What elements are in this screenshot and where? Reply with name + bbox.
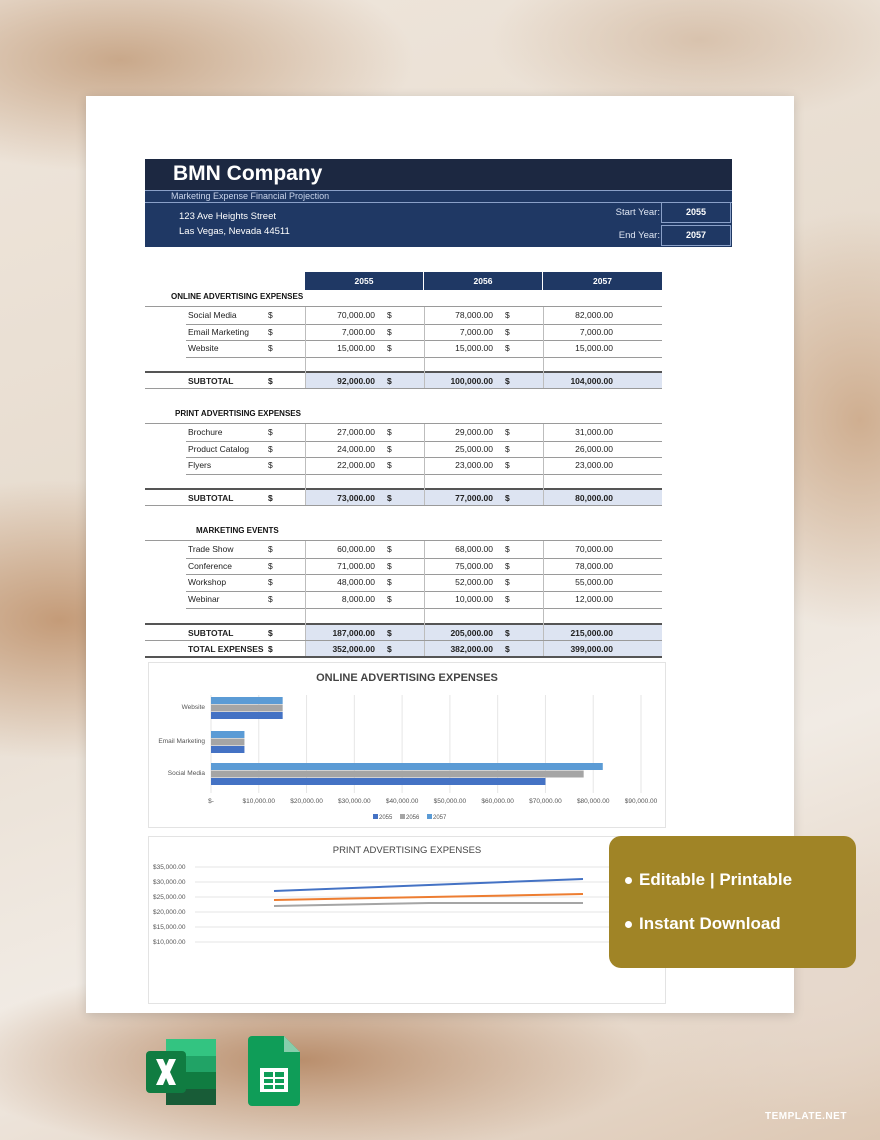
amount-cell[interactable]: 31,000.00 <box>575 427 613 437</box>
bar-2056 <box>211 771 584 778</box>
bar-2056 <box>211 705 283 712</box>
bullet-icon <box>625 877 632 884</box>
category-label: Social Media <box>167 770 205 777</box>
table-row <box>145 441 662 458</box>
end-year-label: End Year: <box>618 230 660 241</box>
x-tick-label: $30,000.00 <box>338 798 371 805</box>
amount-cell[interactable]: 55,000.00 <box>575 577 613 588</box>
currency-symbol: $ <box>387 628 392 638</box>
column-divider <box>543 424 544 505</box>
start-year-label: Start Year: <box>615 207 660 218</box>
x-tick-label: $80,000.00 <box>576 798 610 805</box>
x-tick-label: $70,000.00 <box>529 798 562 805</box>
section-title: PRINT ADVERTISING EXPENSES <box>175 409 301 418</box>
table-row <box>145 307 662 324</box>
column-divider <box>543 641 544 656</box>
row-label: Website <box>188 343 219 354</box>
x-tick-label: $40,000.00 <box>385 798 419 805</box>
amount-cell[interactable]: 80,000.00 <box>575 493 613 503</box>
chart-title: ONLINE ADVERTISING EXPENSES <box>316 672 498 684</box>
chart-title: PRINT ADVERTISING EXPENSES <box>332 845 482 856</box>
amount-cell[interactable]: 25,000.00 <box>455 443 493 454</box>
currency-symbol: $ <box>268 376 273 386</box>
x-tick-label: $60,000.00 <box>481 798 514 805</box>
currency-symbol: $ <box>387 460 392 471</box>
currency-symbol: $ <box>387 594 392 605</box>
column-divider <box>305 424 306 505</box>
amount-cell[interactable]: 382,000.00 <box>450 644 493 654</box>
bar-2055 <box>211 746 244 753</box>
currency-symbol: $ <box>505 310 510 320</box>
address-line-2: Las Vegas, Nevada 44511 <box>179 226 290 237</box>
column-divider <box>543 307 544 388</box>
amount-cell[interactable]: 60,000.00 <box>337 544 375 554</box>
amount-cell[interactable]: 73,000.00 <box>337 493 375 503</box>
category-label: Email Marketing <box>158 738 205 745</box>
column-header-2055: 2055 <box>305 272 423 290</box>
table-row <box>145 457 662 474</box>
end-year-field[interactable]: 2057 <box>661 225 731 246</box>
legend-label: 2057 <box>433 815 447 821</box>
bar-2057 <box>211 697 283 704</box>
line-chart-canvas <box>149 837 665 1003</box>
column-divider <box>305 307 306 388</box>
amount-cell[interactable]: 71,000.00 <box>337 560 375 571</box>
table-row <box>145 558 662 575</box>
row-label: Flyers <box>188 460 212 471</box>
series-line-0 <box>274 879 583 891</box>
x-tick-label: $- <box>208 798 214 805</box>
amount-cell[interactable]: 26,000.00 <box>575 443 613 454</box>
column-divider <box>543 541 544 640</box>
amount-cell[interactable]: 27,000.00 <box>337 427 375 437</box>
currency-symbol: $ <box>505 644 510 654</box>
section-title: MARKETING EVENTS <box>196 526 279 535</box>
currency-symbol: $ <box>387 644 392 654</box>
currency-symbol: $ <box>387 427 392 437</box>
y-tick-label: $25,000.00 <box>153 894 186 901</box>
currency-symbol: $ <box>387 544 392 554</box>
amount-cell[interactable]: 205,000.00 <box>450 628 493 638</box>
feature-download: Instant Download <box>639 914 781 934</box>
currency-symbol: $ <box>268 443 273 454</box>
table-row <box>145 424 662 441</box>
column-divider <box>424 307 425 388</box>
table-row <box>145 324 662 341</box>
currency-symbol: $ <box>505 577 510 588</box>
category-label: Website <box>181 704 205 711</box>
amount-cell[interactable]: 7,000.00 <box>341 326 375 337</box>
legend-label: 2055 <box>379 815 393 821</box>
currency-symbol: $ <box>268 493 273 503</box>
amount-cell[interactable]: 10,000.00 <box>455 594 493 605</box>
amount-cell[interactable]: 78,000.00 <box>455 310 493 320</box>
amount-cell[interactable]: 15,000.00 <box>455 343 493 354</box>
currency-symbol: $ <box>387 443 392 454</box>
column-divider <box>305 541 306 640</box>
amount-cell[interactable]: 23,000.00 <box>455 460 493 471</box>
currency-symbol: $ <box>505 443 510 454</box>
currency-symbol: $ <box>268 594 273 605</box>
y-tick-label: $15,000.00 <box>153 924 186 931</box>
y-tick-label: $35,000.00 <box>153 864 186 871</box>
y-tick-label: $10,000.00 <box>153 939 186 946</box>
amount-cell[interactable]: 399,000.00 <box>570 644 613 654</box>
currency-symbol: $ <box>268 460 273 471</box>
bar-2055 <box>211 778 545 785</box>
column-header-2056: 2056 <box>424 272 542 290</box>
x-tick-label: $50,000.00 <box>433 798 467 805</box>
amount-cell[interactable]: 48,000.00 <box>337 577 375 588</box>
legend-swatch <box>400 814 405 819</box>
legend-label: 2056 <box>406 815 420 821</box>
amount-cell[interactable]: 52,000.00 <box>455 577 493 588</box>
currency-symbol: $ <box>387 493 392 503</box>
row-label: Email Marketing <box>188 326 249 337</box>
currency-symbol: $ <box>268 326 273 337</box>
amount-cell[interactable]: 15,000.00 <box>337 343 375 354</box>
feature-editable: Editable | Printable <box>639 870 792 890</box>
amount-cell[interactable]: 100,000.00 <box>450 376 493 386</box>
table-row <box>145 340 662 357</box>
currency-symbol: $ <box>387 310 392 320</box>
legend-swatch <box>427 814 432 819</box>
amount-cell[interactable]: 82,000.00 <box>575 310 613 320</box>
currency-symbol: $ <box>505 376 510 386</box>
amount-cell[interactable]: 8,000.00 <box>341 594 375 605</box>
currency-symbol: $ <box>268 628 273 638</box>
currency-symbol: $ <box>268 560 273 571</box>
row-label: Webinar <box>188 594 220 605</box>
currency-symbol: $ <box>268 544 273 554</box>
row-divider <box>145 388 662 389</box>
currency-symbol: $ <box>268 577 273 588</box>
amount-cell[interactable]: 7,000.00 <box>579 326 613 337</box>
y-tick-label: $30,000.00 <box>153 879 186 886</box>
series-line-2 <box>274 903 583 906</box>
row-label: TOTAL EXPENSES <box>188 644 264 654</box>
row-label: Product Catalog <box>188 443 249 454</box>
currency-symbol: $ <box>505 427 510 437</box>
currency-symbol: $ <box>505 628 510 638</box>
amount-cell[interactable]: 12,000.00 <box>575 594 613 605</box>
x-tick-label: $10,000.00 <box>242 798 276 805</box>
currency-symbol: $ <box>505 343 510 354</box>
currency-symbol: $ <box>268 310 273 320</box>
amount-cell[interactable]: 77,000.00 <box>455 493 493 503</box>
address-line-1: 123 Ave Heights Street <box>179 211 276 222</box>
row-label: Brochure <box>188 427 223 437</box>
column-header-2057: 2057 <box>543 272 662 290</box>
currency-symbol: $ <box>505 544 510 554</box>
company-name: BMN Company <box>173 162 323 185</box>
amount-cell[interactable]: 23,000.00 <box>575 460 613 471</box>
section-title: ONLINE ADVERTISING EXPENSES <box>171 292 304 301</box>
amount-cell[interactable]: 215,000.00 <box>570 628 613 638</box>
currency-symbol: $ <box>268 644 273 654</box>
amount-cell[interactable]: 352,000.00 <box>332 644 375 654</box>
amount-cell[interactable]: 22,000.00 <box>337 460 375 471</box>
bar-2057 <box>211 763 603 770</box>
row-label: SUBTOTAL <box>188 628 234 638</box>
amount-cell[interactable]: 70,000.00 <box>575 544 613 554</box>
brand-watermark: TEMPLATE.NET <box>765 1111 847 1122</box>
online-advertising-chart <box>148 662 666 828</box>
company-header <box>145 159 732 247</box>
x-tick-label: $90,000.00 <box>624 798 658 805</box>
currency-symbol: $ <box>268 427 273 437</box>
total-divider <box>145 656 662 658</box>
amount-cell[interactable]: 24,000.00 <box>337 443 375 454</box>
excel-icon <box>146 1039 216 1105</box>
currency-symbol: $ <box>387 560 392 571</box>
bar-2056 <box>211 739 244 746</box>
amount-cell[interactable]: 7,000.00 <box>459 326 493 337</box>
currency-symbol: $ <box>387 376 392 386</box>
x-tick-label: $20,000.00 <box>290 798 323 805</box>
currency-symbol: $ <box>505 560 510 571</box>
currency-symbol: $ <box>387 326 392 337</box>
currency-symbol: $ <box>505 326 510 337</box>
amount-cell[interactable]: 78,000.00 <box>575 560 613 571</box>
amount-cell[interactable]: 15,000.00 <box>575 343 613 354</box>
amount-cell[interactable]: 187,000.00 <box>332 628 375 638</box>
table-row <box>145 541 662 558</box>
bullet-icon <box>625 921 632 928</box>
row-divider <box>145 505 662 506</box>
row-label: SUBTOTAL <box>188 376 234 386</box>
column-divider <box>305 641 306 656</box>
print-advertising-chart <box>148 836 666 1004</box>
bar-chart-canvas <box>149 663 665 827</box>
currency-symbol: $ <box>268 343 273 354</box>
currency-symbol: $ <box>505 594 510 605</box>
google-sheets-icon <box>248 1036 300 1106</box>
row-label: Trade Show <box>188 544 234 554</box>
currency-symbol: $ <box>505 460 510 471</box>
amount-cell[interactable]: 75,000.00 <box>455 560 493 571</box>
amount-cell[interactable]: 104,000.00 <box>570 376 613 386</box>
amount-cell[interactable]: 29,000.00 <box>455 427 493 437</box>
feature-badge <box>609 836 856 968</box>
column-divider <box>424 424 425 505</box>
row-label: SUBTOTAL <box>188 493 234 503</box>
amount-cell[interactable]: 68,000.00 <box>455 544 493 554</box>
row-label: Conference <box>188 560 232 571</box>
y-tick-label: $20,000.00 <box>153 909 186 916</box>
currency-symbol: $ <box>387 577 392 588</box>
table-row <box>145 574 662 591</box>
start-year-field[interactable]: 2055 <box>661 202 731 223</box>
amount-cell[interactable]: 92,000.00 <box>337 376 375 386</box>
row-label: Workshop <box>188 577 227 588</box>
currency-symbol: $ <box>505 493 510 503</box>
bar-2057 <box>211 731 244 738</box>
document-subtitle: Marketing Expense Financial Projection <box>171 191 330 201</box>
column-divider <box>424 541 425 640</box>
column-divider <box>424 641 425 656</box>
row-label: Social Media <box>188 310 237 320</box>
table-row <box>145 591 662 608</box>
currency-symbol: $ <box>387 343 392 354</box>
amount-cell[interactable]: 70,000.00 <box>337 310 375 320</box>
bar-2055 <box>211 712 283 719</box>
legend-swatch <box>373 814 378 819</box>
